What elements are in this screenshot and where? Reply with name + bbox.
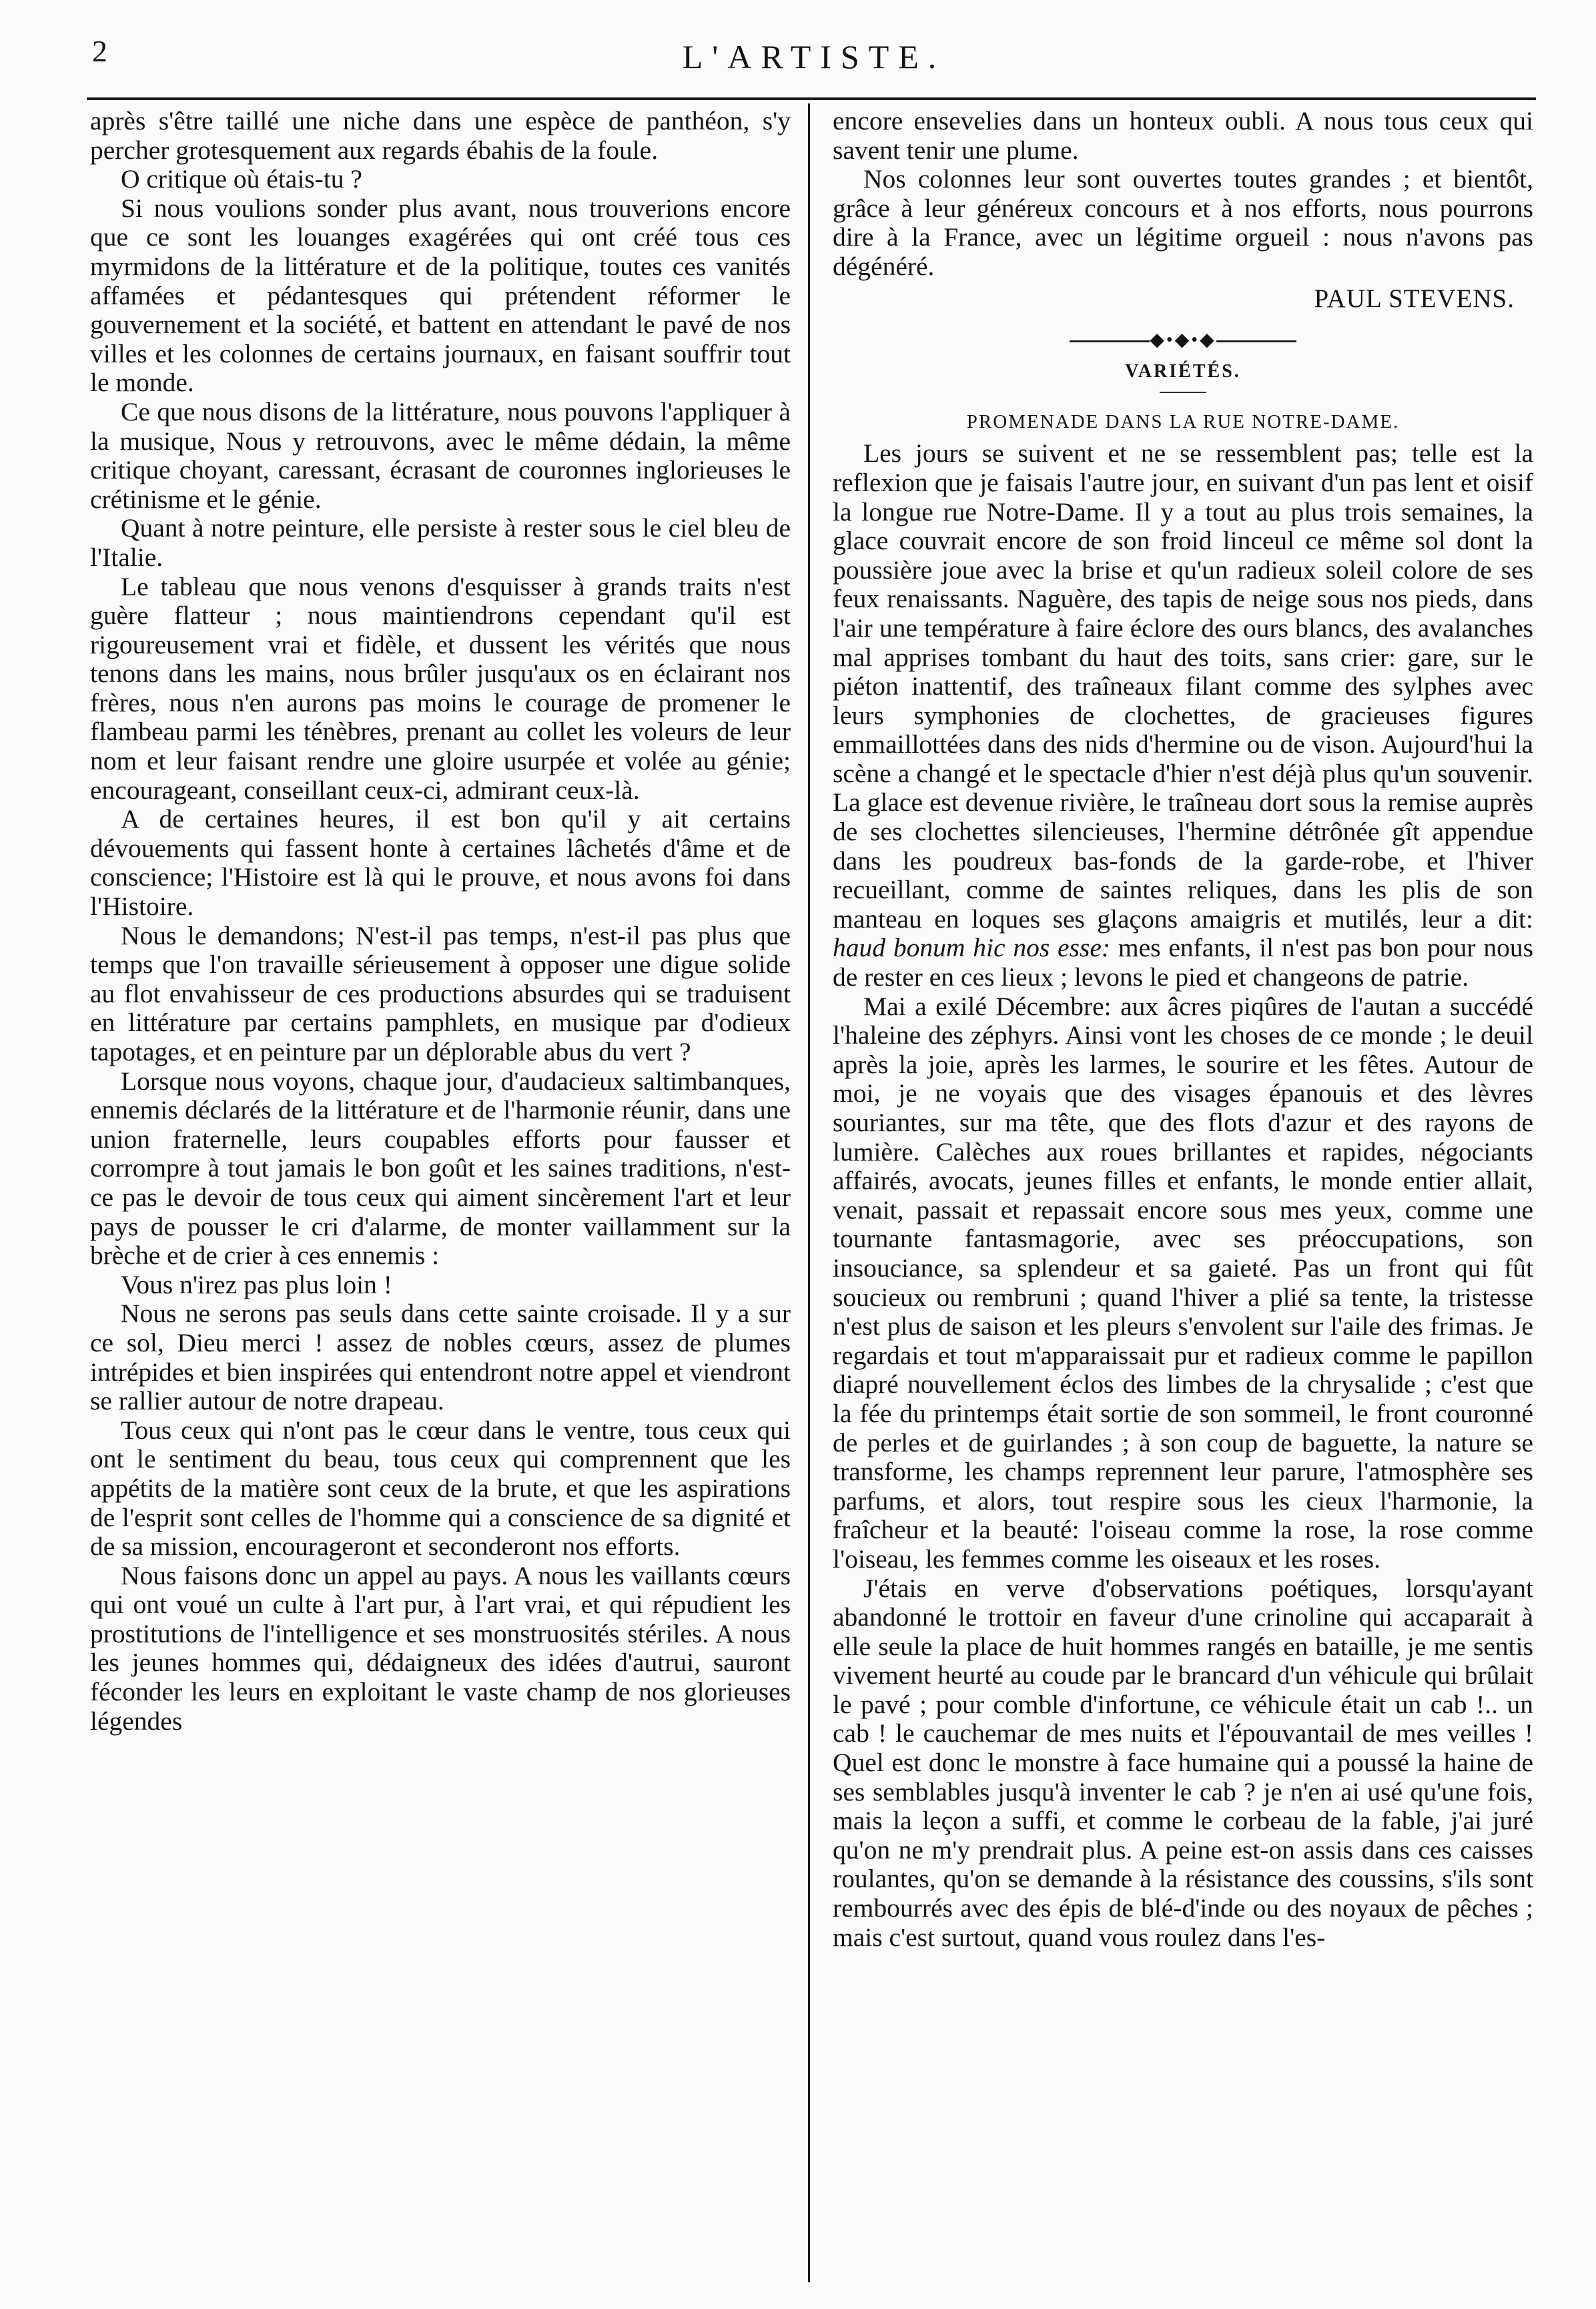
paragraph: encore ensevelies dans un honteux oubli. A nous tous ceux qui savent tenir une plume.	[833, 106, 1533, 165]
paragraph	[833, 439, 1533, 992]
right-column	[833, 107, 1533, 1952]
latin-quote: haud bonum hic nos esse:	[833, 933, 1111, 963]
paragraph: Quant à notre peinture, elle persiste à rester sous le ciel bleu de l'Italie.	[90, 513, 791, 572]
paragraph: après s'être taillé une niche dans une espèce de panthéon, s'y percher grotesquement aux regards ébahis de la foule.	[90, 106, 791, 165]
column-divider	[808, 103, 810, 2282]
paragraph-text: mes enfants, il n'est pas bon pour nous de rester en ces lieux ; levons le pied et changeons de patrie.	[833, 933, 1533, 992]
page-header	[87, 29, 1541, 83]
article-title: PROMENADE DANS LA RUE NOTRE-DAME.	[966, 410, 1400, 432]
paragraph: Tous ceux qui n'ont pas le cœur dans le ventre, tous ceux qui ont le sentiment du beau, tous ceux qui comprennent que les appétits de la matière sont ceux de la brute, et que les aspirations de l'esprit sont celles de l'homme qui a conscience de sa dignité et de sa mission, encourageront et seconderont nos efforts.	[90, 1415, 791, 1562]
journal-title: L'ARTISTE.	[682, 38, 946, 75]
paragraph: Lorsque nous voyons, chaque jour, d'audacieux saltimbanques, ennemis déclarés de la littérature et de l'harmonie réunir, dans une union fraternelle, leurs coupables efforts pour fausser et corrompre à tout jamais le bon goût et les saines traditions, n'est-ce pas le devoir de tous ceux qui aiment sincèrement l'art et leur pays de pousser le cri d'alarme, de monter vaillamment sur la brèche et de crier à ces ennemis :	[90, 1066, 791, 1271]
paragraph: Ce que nous disons de la littérature, nous pouvons l'appliquer à la musique, Nous y retrouvons, avec le même dédain, la même critique choyant, caressant, écrasant de couronnes inglorieuses le crétinisme et le génie.	[90, 396, 791, 514]
paragraph: Nous le demandons; N'est-il pas temps, n'est-il pas plus que temps que l'on travaille sérieusement à opposer une digue solide au flot envahisseur de ces productions absurdes qui se traduisent en littérature par certains pamphlets, en musique par d'odieux tapotages, et en peinture par un déplorable abus du vert ?	[90, 920, 791, 1066]
ornament-glyphs: ◆•◆•◆	[1150, 330, 1216, 351]
paragraph-text: Les jours se suivent et ne se ressemblent pas; telle est la reflexion que je faisais l'autre jour, en suivant d'un pas lent et oisif la longue rue Notre-Dame. Il y a tout au plus trois semaines, la glace couvrait encore de son froid linceul ce même sol dont la poussière joue avec la brise et qu'un radieux soleil colore de ses feux renaissants. Naguère, des tapis de neige sous nos pieds, dans l'air une température à faire éclore des ours blancs, des avalanches mal apprises tombant du haut des toits, sans crier: gare, sur le piéton inattentif, des traîneaux filant comme des sylphes avec leurs symphonies de clochettes, de gracieuses figures emmaillottées dans des nids d'hermine ou de vison. Aujourd'hui la scène a changé et le spectacle d'hier n'est déjà plus qu'un souvenir. La glace est devenue rivière, le traîneau dort sous la remise auprès de ses clochettes silencieuses, l'hermine détrônée gît appendue dans les poudreux bas-fonds de la garde-robe, et l'hiver recueillant, comme de saintes reliques, dans les plis de son manteau en loques ses glaçons amaigris et mutilés, leur a dit:	[833, 438, 1533, 934]
paragraph: Si nous voulions sonder plus avant, nous trouverions encore que ce sont les louanges exagérées qui ont créé tous ces myrmidons de la littérature et de la politique, toutes ces vanités affamées et pédantesques qui prétendent réformer le gouvernement et la société, et battent en attendant le pavé de nos villes et les colonnes de certains journaux, en faisant souffrir tout le monde.	[90, 193, 791, 398]
paragraph: Nous faisons donc un appel au pays. A nous les vaillants cœurs qui ont voué un culte à l'art pur, à l'art vrai, et qui répudient les prostitutions de l'intelligence et ses monstruosités stériles. A nous les jeunes hommes qui, dédaigneux des idées d'autrui, sauront féconder les leurs en exploitant le vaste champ de nos glorieuses légendes	[90, 1560, 791, 1736]
ornament-line	[1070, 340, 1150, 342]
paragraph: Nous ne serons pas seuls dans cette sainte croisade. Il y a sur ce sol, Dieu merci ! assez de nobles cœurs, assez de plumes intrépides et bien inspirées qui entendront notre appel et viendront se rallier autour de notre drapeau.	[90, 1299, 791, 1416]
author-signature: PAUL STEVENS.	[1314, 284, 1515, 313]
paragraph: J'étais en verve d'observations poétiques, lorsqu'ayant abandonné le trottoir en faveur d'une crinoline qui accaparait à elle seule la place de huit hommes rangés en bataille, je me sentis vivement heurté au coude par le brancard d'un véhicule qui brûlait le pavé ; pour comble d'infortune, ce véhicule était un cab !.. un cab ! le cauchemar de mes nuits et l'épouvantail de mes veilles ! Quel est donc le monstre à face humaine qui a poussé la haine de ses semblables jusqu'à inventer le cab ? je n'en ai usé qu'une fois, mais la leçon a suffi, et comme le corbeau de la fable, j'ai juré qu'on ne m'y prendrait plus. A peine est-on assis dans ces caisses roulantes, qu'on se demande à la résistance des coussins, s'ils sont rembourrés avec des épis de blé-d'inde ou des noyaux de pêches ; mais c'est surtout, quand vous roulez dans l'es-	[833, 1573, 1533, 1952]
paragraph: Vous n'irez pas plus loin !	[121, 1269, 392, 1299]
heading-rule	[1160, 392, 1206, 393]
ornament-line	[1216, 340, 1296, 342]
paragraph: O critique où étais-tu ?	[121, 164, 362, 194]
paragraph: Mai a exilé Décembre: aux âcres piqûres de l'autan a succédé l'haleine des zéphyrs. Ainsi vont les choses de ce monde ; le deuil après la joie, après les larmes, le sourire et les fêtes. Autour de moi, je ne voyais que des visages épanouis et des lèvres souriantes, sur ma tête, que des flots d'azur et des rayons de lumière. Calèches aux roues brillantes et rapides, négociants affairés, avocats, jeunes filles et enfants, le monde entier allait, venait, passait et repassait encore sous mes yeux, comme une tournante fantasmagorie, avec ses préoccupations, son insouciance, sa splendeur et sa gaieté. Pas un front qui fût soucieux ou rembruni ; quand l'hiver a plié sa tente, la tristesse n'est plus de saison et les pleurs s'envolent sur l'aile des frimas. Je regardais et tout m'apparaissait pur et radieux comme le papillon diapré nouvellement éclos des limbes de la chrysalide ; c'est que la fée du printemps était sortie de son sommeil, le front couronné de perles et de guirlandes ; à son coup de baguette, la nature se transforme, les champs reprennent leur parure, l'atmosphère ses parfums, et alors, tout respire sous les cieux l'harmonie, la fraîcheur et la beauté: l'oiseau comme la rose, la rose comme l'oiseau, les femmes comme les oiseaux et les roses.	[833, 991, 1533, 1574]
paragraph: Nos colonnes leur sont ouvertes toutes grandes ; et bientôt, grâce à leur généreux concours et à nos efforts, nous pourrons dire à la France, avec un légitime orgueil : nous n'avons pas dégénéré.	[833, 164, 1533, 281]
section-heading: VARIÉTÉS.	[1125, 361, 1241, 382]
page-number: 2	[92, 34, 107, 68]
section-ornament	[833, 330, 1533, 350]
paragraph: Le tableau que nous venons d'esquisser à grands traits n'est guère flatteur ; nous maintiendrons cependant qu'il est rigoureusement vrai et fidèle, et dussent les vérités que nous tenons dans les mains, nous brûler jusqu'aux os en éclairant nos frères, nous n'en aurons pas moins le courage de promener le flambeau parmi les ténèbres, prenant au collet les voleurs de leur nom et leur faisant rendre une gloire usurpée et volée au génie; encourageant, conseillant ceux-ci, admirant ceux-là.	[90, 571, 791, 805]
header-rule	[87, 97, 1536, 100]
paragraph: A de certaines heures, il est bon qu'il y ait certains dévouements qui fassent honte à certaines lâchetés d'âme et de conscience; l'Histoire est là qui le prouve, et nous avons foi dans l'Histoire.	[90, 804, 791, 922]
left-column	[90, 107, 791, 1736]
